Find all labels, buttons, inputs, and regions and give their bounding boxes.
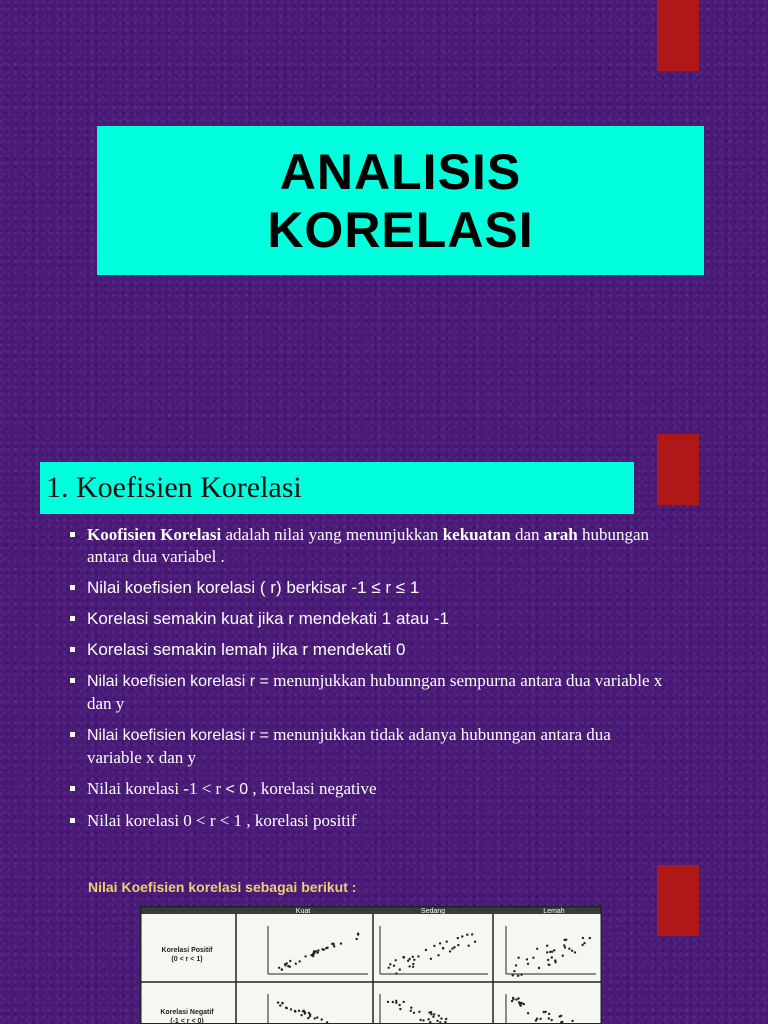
scatter-point (393, 965, 395, 967)
scatter-point (429, 1021, 431, 1023)
scatter-point (548, 1013, 550, 1015)
scatter-point (326, 1021, 328, 1023)
scatter-point (546, 951, 548, 953)
scatter-point (527, 1012, 529, 1014)
scatter-point (532, 957, 534, 959)
scatter-point (574, 951, 576, 953)
scatter-point (536, 1018, 538, 1020)
scatter-point (313, 952, 315, 954)
scatter-point (412, 966, 414, 968)
bullet-text: hubungan antara dua variabel . (87, 525, 650, 566)
scatter-point (517, 975, 519, 977)
scatter-point (294, 1010, 296, 1012)
bullet-definition (67, 524, 667, 568)
scatter-point (287, 965, 289, 967)
scatter-point (457, 944, 459, 946)
scatter-point (356, 938, 358, 940)
table-grid (140, 907, 602, 1024)
scatter-point (526, 958, 528, 960)
scatter-point (551, 1019, 553, 1021)
scatter-point (446, 941, 448, 943)
scatter-point (430, 1011, 432, 1013)
col-header-sedang: Sedang (420, 908, 446, 915)
scatter-point (399, 968, 401, 970)
scatter-point (300, 1014, 302, 1016)
scatter-point (340, 942, 342, 944)
bullet-text: adalah nilai yang menunjukkan (221, 525, 443, 544)
slide-title (267, 143, 533, 259)
scatter-point (433, 1013, 435, 1015)
scatter-point (433, 945, 435, 947)
bullet-text: Nilai koefisien korelasi r = (87, 673, 274, 690)
term-kekuatan: kekuatan (442, 525, 511, 544)
scatter-point (474, 941, 476, 943)
title-line-2: KORELASI (267, 201, 534, 258)
bullet-text: menunjukkan tidak adanya hubunngan antara dua variable x dan y (87, 725, 611, 767)
bullet-text: , korelasi negative (248, 779, 377, 798)
scatter-point (317, 949, 319, 951)
scatter-point (548, 964, 550, 966)
row-label-positive: Korelasi Positif (161, 947, 213, 954)
bullet-positive: Nilai korelasi 0 < r < 1 , korelasi positif (67, 810, 667, 832)
scatter-point (279, 1004, 281, 1006)
table-caption: Nilai Koefisien korelasi sebagai berikut : (88, 879, 357, 895)
scatter-point (551, 956, 553, 958)
scatter-point (395, 959, 397, 961)
scatter-point (357, 933, 359, 935)
scatter-point (461, 935, 463, 937)
scatter-point (412, 956, 414, 958)
col-header-lemah: Lemah (543, 908, 565, 915)
scatter-point (277, 1001, 279, 1003)
scatter-point (466, 934, 468, 936)
scatter-point (399, 1008, 401, 1010)
row-label-negative: Korelasi Negatif (160, 1009, 214, 1016)
scatter-point (316, 1016, 318, 1018)
scatter-point (468, 945, 470, 947)
scatter-point (410, 1007, 412, 1009)
scatter-point (304, 955, 306, 957)
scatter-point (410, 1010, 412, 1012)
scatter-point (583, 942, 585, 944)
scatter-point (471, 933, 473, 935)
red-decoration-middle (657, 434, 699, 505)
scatter-point (413, 1012, 415, 1014)
scatter-point (436, 1020, 438, 1022)
bullet-text: < 0 (225, 781, 249, 798)
scatter-point (520, 974, 522, 976)
scatter-point (437, 954, 439, 956)
scatter-point (551, 951, 553, 953)
section-header (40, 462, 634, 514)
bullet-text: dan (510, 525, 544, 544)
term-arah: arah (543, 525, 578, 544)
scatter-point (565, 939, 567, 941)
scatter-point (417, 955, 419, 957)
scatter-point (449, 950, 451, 952)
bullet-strong: Korelasi semakin kuat jika r mendekati 1 atau -1 (67, 608, 667, 630)
scatter-point (326, 947, 328, 949)
scatter-point (290, 1008, 292, 1010)
scatter-point (512, 974, 514, 976)
scatter-point (571, 1020, 573, 1022)
scatter-point (548, 1017, 550, 1019)
scatter-point (422, 1019, 424, 1021)
scatter-point (419, 1019, 421, 1021)
scatter-point (511, 1000, 513, 1002)
scatter-point (408, 958, 410, 960)
scatter-point (321, 948, 323, 950)
scatter-point (563, 944, 565, 946)
scatter-point (512, 997, 514, 999)
scatter-point (451, 947, 453, 949)
scatter-point (568, 948, 570, 950)
correlation-table-svg (140, 906, 602, 1024)
scatter-point (289, 960, 291, 962)
scatter-point (438, 1015, 440, 1017)
scatter-point (281, 1002, 283, 1004)
scatter-point (333, 945, 335, 947)
scatter-point (554, 961, 556, 963)
scatter-point (543, 1011, 545, 1013)
scatter-point (398, 1004, 400, 1006)
scatter-point (560, 1021, 562, 1023)
scatter-point (299, 960, 301, 962)
scatter-point (281, 969, 283, 971)
scatter-point (439, 942, 441, 944)
scatter-point (517, 957, 519, 959)
scatter-point (286, 962, 288, 964)
scatter-point (513, 970, 515, 972)
scatter-point (308, 1012, 310, 1014)
scatter-point (457, 937, 459, 939)
row-range-negative: (-1 < r < 0) (170, 1018, 204, 1024)
scatter-point (562, 955, 564, 957)
plot-axes (268, 926, 596, 1024)
bullet-negative (67, 778, 667, 801)
scatter-point (278, 967, 280, 969)
scatter-point (539, 1018, 541, 1020)
scatter-point (425, 949, 427, 951)
scatter-point (519, 1004, 521, 1006)
scatter-point (553, 949, 555, 951)
scatter-point (314, 1017, 316, 1019)
scatter-point (395, 1002, 397, 1004)
red-decoration-top (657, 0, 699, 71)
scatter-point (402, 956, 404, 958)
bullet-range: Nilai koefisien korelasi ( r) berkisar -1 ≤ r ≤ 1 (67, 577, 667, 599)
scatter-point (387, 1001, 389, 1003)
bullet-weak: Korelasi semakin lemah jika r mendekati 0 (67, 639, 667, 661)
scatter-point (392, 1001, 394, 1003)
scatter-point (517, 997, 519, 999)
bullet-text: menunjukkan hubunngan sempurna antara dua variable x dan y (87, 671, 663, 713)
scatter-point (582, 937, 584, 939)
scatter-point (581, 944, 583, 946)
scatter-point (432, 1016, 434, 1018)
title-line-1: ANALISIS (279, 143, 522, 200)
bullet-list (67, 524, 667, 841)
row-range-positive: (0 < r < 1) (171, 956, 203, 963)
scatter-point (307, 1017, 309, 1019)
section-heading: 1. Koefisien Korelasi (46, 471, 302, 504)
scatter-point (395, 972, 397, 974)
red-decoration-bottom (657, 865, 699, 936)
scatter-point (295, 963, 297, 965)
scatter-point (445, 1018, 447, 1020)
scatter-point (388, 967, 390, 969)
scatter-point (523, 1003, 525, 1005)
scatter-point (313, 950, 315, 952)
scatter-point (442, 947, 444, 949)
scatter-point (546, 945, 548, 947)
scatter-point (527, 963, 529, 965)
col-header-kuat: Kuat (295, 908, 311, 915)
bullet-perfect (67, 670, 667, 715)
scatter-point (589, 937, 591, 939)
scatter-point (298, 1010, 300, 1012)
scatter-point (321, 1018, 323, 1020)
scatter-point (453, 946, 455, 948)
scatter-point (430, 1013, 432, 1015)
scatter-point (536, 948, 538, 950)
scatter-point (430, 958, 432, 960)
scatter-point (403, 1001, 405, 1003)
scatter-point (440, 1017, 442, 1019)
scatter-point (515, 964, 517, 966)
scatter-point (547, 959, 549, 961)
scatter-point (444, 1021, 446, 1023)
scatter-point (428, 1018, 430, 1020)
term-koofisien: Koofisien Korelasi (87, 525, 222, 544)
scatter-point (538, 967, 540, 969)
scatter-point (312, 955, 314, 957)
scatter-point (564, 946, 566, 948)
bullet-text: Nilai koefisien korelasi r = (87, 727, 274, 744)
slide-title-box (97, 126, 704, 275)
scatter-point (559, 1015, 561, 1017)
bullet-text: Nilai korelasi -1 < r (87, 779, 226, 798)
scatter-point (408, 965, 410, 967)
correlation-table (140, 906, 602, 1024)
scatter-point (302, 1010, 304, 1012)
scatter-point (389, 963, 391, 965)
scatter-point (439, 1021, 441, 1023)
scatter-point (418, 1011, 420, 1013)
scatter-point (304, 1011, 306, 1013)
scatter-point (412, 963, 414, 965)
scatter-dots (277, 933, 591, 1024)
scatter-point (571, 950, 573, 952)
scatter-point (286, 1007, 288, 1009)
scatter-point (413, 959, 415, 961)
bullet-none (67, 724, 667, 769)
